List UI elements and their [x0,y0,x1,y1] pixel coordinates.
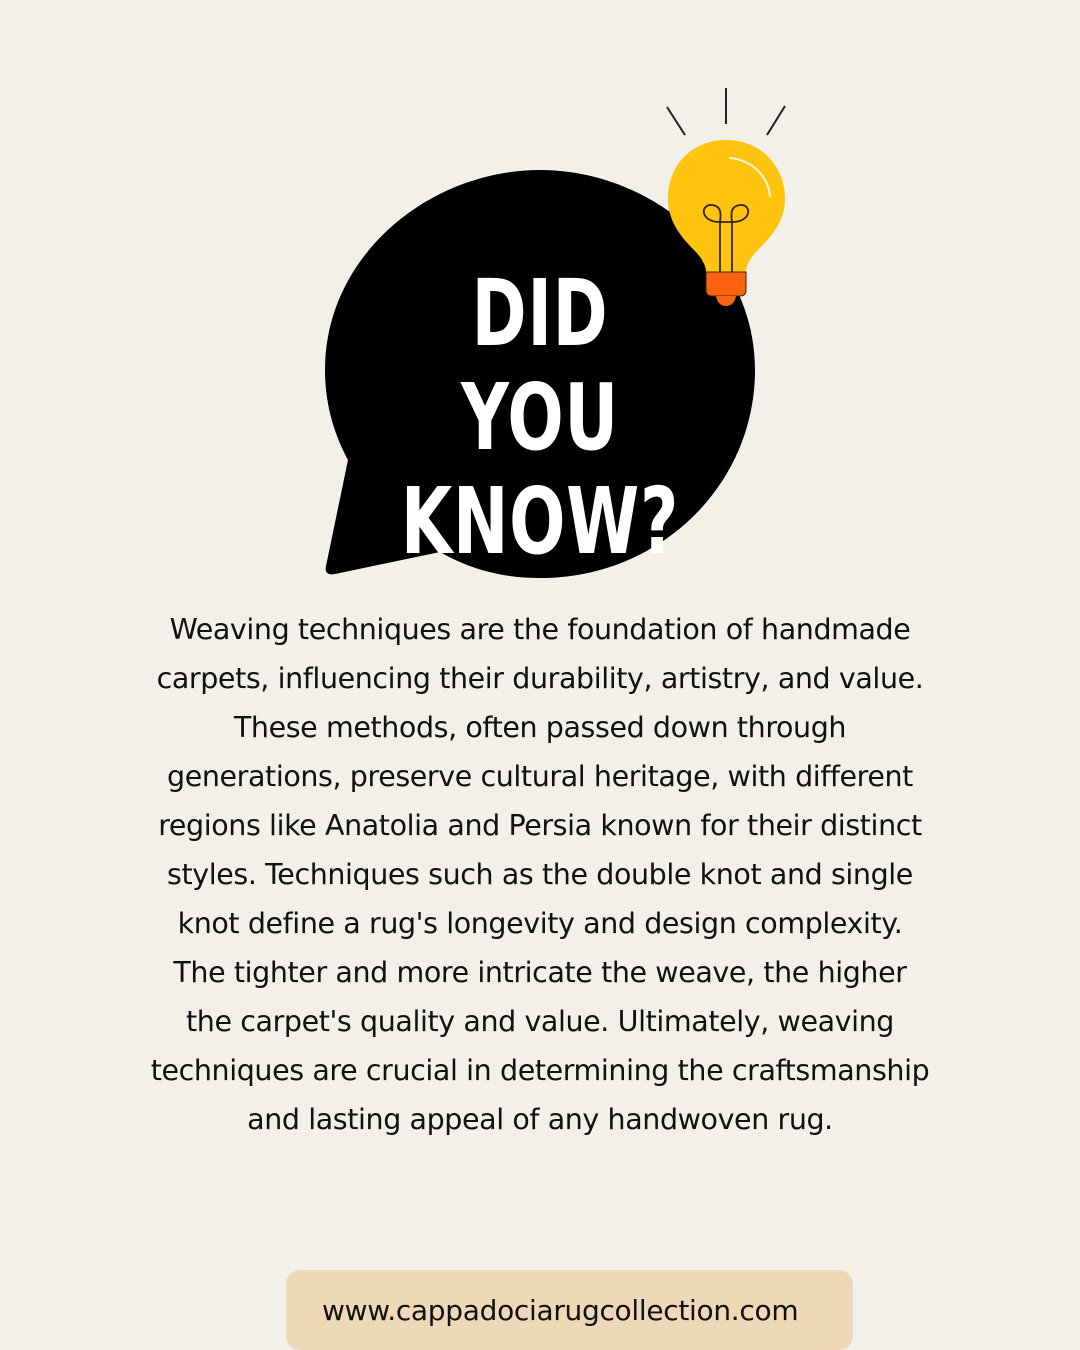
title-line-2: KNOW? [400,468,680,575]
title-line-1: DID YOU [461,260,619,471]
website-link-pill[interactable] [286,1270,853,1350]
did-you-know-graphic [0,0,1080,600]
body-paragraph: Weaving techniques are the foundation of handmade carpets, influencing their durability, artistry, and value. These methods, often passed down through generations, preserve cultural heritage, with different regions like Anatolia and Persia known for their distinct styles. Techniques such as the double knot and single knot define a rug's longevity and design complexity. The tighter and more intricate the weave, the higher the carpet's quality and value. Ultimately, weaving techniques are crucial in determining the craftsmanship and lasting appeal of any handwoven rug. [150,613,930,1136]
website-url[interactable]: www.cappadociarugcollection.com [322,1293,799,1327]
page-title [396,262,684,574]
